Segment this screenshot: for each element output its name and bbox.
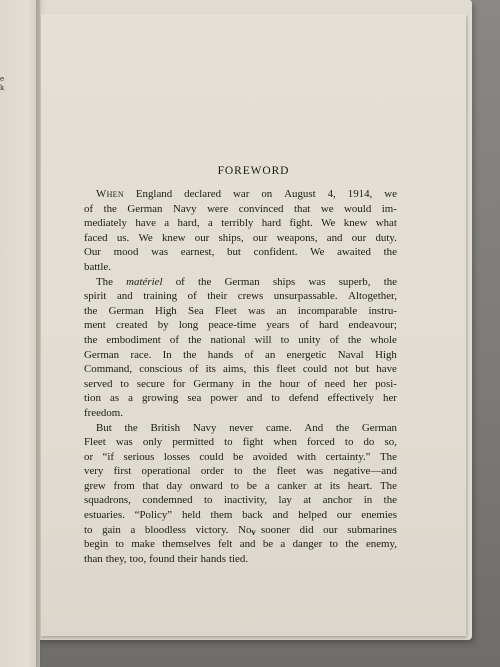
word: certainty.” (325, 450, 371, 463)
word: The (380, 479, 397, 492)
text-line (84, 450, 397, 465)
word: first (113, 465, 132, 478)
word: of (299, 319, 309, 332)
word: danger (292, 538, 323, 551)
word: found (149, 552, 175, 565)
word: declared (184, 188, 222, 200)
word: as (110, 392, 120, 405)
word: sooner (261, 523, 291, 536)
text-line (84, 421, 397, 436)
word: to (344, 436, 354, 449)
word: hands (200, 552, 226, 565)
word: weapons, (276, 231, 318, 244)
word: incomparable (297, 304, 358, 317)
word: have (135, 217, 156, 230)
word: Altogether, (348, 290, 397, 303)
word: earnest, (180, 246, 215, 259)
word: crews (237, 290, 264, 303)
word: and (116, 290, 133, 303)
word: Germany (193, 377, 234, 390)
word: defend (288, 392, 319, 405)
text-line (84, 537, 397, 552)
text-line (84, 187, 397, 202)
word: inactivity, (223, 494, 268, 507)
word: or (84, 450, 94, 463)
word: the (383, 275, 397, 288)
text-line (84, 493, 397, 508)
word: hands (207, 348, 234, 361)
word: British (150, 421, 181, 434)
word: fight. (289, 217, 313, 230)
word: battle. (84, 260, 111, 273)
word: condemned (142, 494, 193, 507)
word: hard (318, 319, 339, 332)
word: years (266, 319, 290, 332)
word: negative—and (333, 465, 397, 478)
word: we (320, 202, 334, 215)
word: could (199, 450, 224, 463)
word: mood (113, 246, 139, 259)
text-line (84, 202, 397, 217)
text-line (84, 508, 397, 523)
word: fleet (276, 363, 296, 376)
word: to (224, 436, 233, 449)
text-line (84, 318, 397, 333)
text-line (84, 231, 397, 246)
word: a (128, 392, 133, 405)
word: superb, (338, 275, 371, 288)
word: 4, (327, 188, 336, 200)
word: the (198, 275, 212, 288)
word: canker (277, 479, 307, 492)
word: back (242, 509, 263, 522)
text-line (84, 552, 397, 567)
word: served (84, 377, 113, 390)
word: losses (163, 450, 190, 463)
word: of (244, 348, 254, 361)
text-line (84, 275, 397, 290)
word: helped (298, 509, 328, 522)
word: their (207, 290, 228, 303)
word: make (131, 538, 155, 551)
word: need (324, 377, 346, 390)
word: the (383, 246, 397, 259)
word: war (233, 188, 250, 200)
word: spirit (84, 290, 107, 303)
page-number: v (251, 527, 256, 537)
word: the (84, 304, 98, 317)
word: hour (279, 377, 300, 390)
word: the (258, 377, 272, 390)
word: We (321, 217, 336, 230)
word: power (210, 392, 238, 405)
word: German (361, 421, 397, 434)
word: a (130, 523, 136, 536)
word: Sea (188, 304, 204, 317)
word: ment (84, 319, 106, 332)
word: onward (190, 479, 223, 492)
paragraph (84, 275, 397, 421)
word: duty. (375, 231, 397, 244)
word: its (329, 479, 341, 492)
word: our (336, 509, 352, 522)
word: hard, (177, 217, 200, 230)
text-line (84, 245, 397, 260)
word: and (239, 538, 256, 551)
word: of (189, 363, 199, 376)
word: at (314, 479, 322, 492)
word: could (302, 363, 328, 376)
word: to (204, 494, 213, 507)
word: a (164, 217, 170, 230)
word: from (113, 479, 135, 492)
word: secure (136, 377, 165, 390)
word: will (254, 333, 272, 346)
left-page (0, 0, 40, 667)
word: our (252, 231, 268, 244)
word: them (210, 509, 233, 522)
text-line (84, 216, 397, 231)
word: forced (307, 436, 335, 449)
word: but (355, 363, 370, 376)
word: an (276, 304, 287, 317)
word: us. (116, 231, 130, 244)
word: fleet (276, 465, 296, 478)
page-title: FOREWORD (217, 165, 290, 177)
word: national (210, 333, 246, 346)
word: High (154, 304, 177, 317)
word: in (363, 494, 373, 507)
word: sea (187, 392, 202, 405)
word: have (376, 363, 397, 376)
word: peace-time (208, 319, 257, 332)
word: The (379, 450, 397, 463)
word: held (181, 509, 201, 522)
word: awaited (337, 246, 371, 259)
word: the (103, 202, 117, 215)
word: whole (370, 333, 397, 346)
paragraph (84, 187, 397, 275)
word: But (96, 421, 112, 434)
word: embodiment (106, 333, 161, 346)
text-line (84, 406, 397, 421)
word: of (187, 290, 197, 303)
word: was (115, 436, 133, 449)
text-line (84, 260, 397, 275)
word: When (96, 188, 124, 200)
word: tion (84, 392, 101, 405)
text-line (84, 479, 397, 494)
text-line (84, 435, 397, 450)
word: on (261, 188, 273, 200)
word: came. (266, 421, 292, 434)
word: to (120, 377, 129, 390)
word: her (383, 392, 397, 405)
word: for (172, 377, 186, 390)
word: long (178, 319, 199, 332)
word: Fleet (215, 304, 237, 317)
word: that (294, 202, 311, 215)
word: Naval (337, 348, 364, 361)
word: German (127, 202, 163, 215)
word: permitted (172, 436, 215, 449)
text-line (84, 304, 397, 319)
word: to (115, 538, 124, 551)
word: mediately (84, 217, 127, 230)
word: never (229, 421, 254, 434)
word: matériel (126, 275, 163, 288)
word: felt (217, 538, 233, 551)
word: were (207, 202, 229, 215)
word: the (347, 333, 362, 346)
left-page-glyph: e (0, 75, 5, 83)
word: a (208, 217, 213, 230)
word: was (151, 246, 169, 259)
word: instru- (368, 304, 397, 317)
word: aims, (223, 363, 247, 376)
word: energetic (286, 348, 327, 361)
word: was (306, 465, 324, 478)
word: squadrons, (84, 494, 131, 507)
word: too, (129, 552, 147, 565)
word: the (188, 333, 202, 346)
word: and (326, 231, 343, 244)
word: knew (343, 217, 368, 230)
word: our (194, 231, 210, 244)
word: be (246, 479, 257, 492)
word: German (84, 348, 120, 361)
text-line (84, 464, 397, 479)
word: serious (123, 450, 155, 463)
word: to (234, 465, 243, 478)
word: We (310, 246, 325, 259)
word: an (264, 348, 276, 361)
word: what (375, 217, 397, 230)
word: race. (130, 348, 152, 361)
word: estuaries. (84, 509, 125, 522)
word: but (227, 246, 241, 259)
word: would (344, 202, 372, 215)
word: fight (242, 436, 264, 449)
word: Command, (84, 363, 133, 376)
word: effectively (327, 392, 374, 405)
word: was (308, 275, 326, 288)
word: submarines (347, 523, 397, 536)
word: they, (105, 552, 127, 565)
word: convinced (238, 202, 284, 215)
word: grew (84, 479, 106, 492)
word: her (353, 377, 368, 390)
word: be (262, 538, 274, 551)
word: of (175, 275, 185, 288)
text-line (84, 289, 397, 304)
word: the (183, 348, 197, 361)
word: the (345, 538, 359, 551)
word: our (351, 231, 367, 244)
word: order (200, 465, 224, 478)
word: “Policy” (134, 509, 173, 522)
word: to (84, 523, 93, 536)
word: No (238, 523, 252, 536)
word: 1914, (347, 188, 373, 200)
word: unsurpassable. (273, 290, 338, 303)
text-line (84, 348, 397, 363)
paragraph (84, 421, 397, 567)
word: tied. (228, 552, 249, 565)
word: be (233, 450, 244, 463)
word: of (84, 202, 94, 215)
word: conscious (139, 363, 183, 376)
word: unity (298, 333, 321, 346)
word: posi- (375, 377, 397, 390)
word: “if (102, 450, 115, 463)
word: only (142, 436, 163, 449)
word: gain (102, 523, 121, 536)
word: confident. (253, 246, 298, 259)
word: operational (141, 465, 191, 478)
text-line (84, 362, 397, 377)
word: Navy (192, 421, 217, 434)
word: themselves (162, 538, 211, 551)
word: German (224, 275, 260, 288)
word: the (383, 494, 397, 507)
word: Fleet (84, 436, 106, 449)
word: a (280, 538, 286, 551)
word: was (248, 304, 266, 317)
word: the (335, 421, 350, 434)
word: did (299, 523, 314, 536)
right-page (41, 14, 466, 636)
word: created (116, 319, 148, 332)
word: im- (381, 202, 397, 215)
word: victory. (195, 523, 229, 536)
word: bloodless (144, 523, 187, 536)
word: freedom. (84, 406, 124, 419)
word: anchor (322, 494, 353, 507)
word: not (334, 363, 349, 376)
word: the (84, 333, 98, 346)
text-line (84, 333, 397, 348)
word: so, (384, 436, 397, 449)
word: knew (161, 231, 186, 244)
word: do (363, 436, 375, 449)
word: to (230, 479, 239, 492)
word: day (166, 479, 183, 492)
word: England (135, 188, 173, 200)
word: when (273, 436, 297, 449)
word: terribly (221, 217, 254, 230)
word: hard (261, 217, 282, 230)
word: of (329, 333, 339, 346)
word: growing (142, 392, 179, 405)
word: We (138, 231, 153, 244)
word: to (329, 538, 338, 551)
word: heart. (347, 479, 373, 492)
word: faced (84, 231, 108, 244)
body-text (84, 187, 397, 566)
word: the (124, 421, 138, 434)
word: enemy, (365, 538, 397, 551)
word: High (375, 348, 397, 361)
word: avoided (252, 450, 288, 463)
word: German (108, 304, 144, 317)
word: begin (84, 538, 109, 551)
word: in (241, 377, 251, 390)
word: of (169, 333, 179, 346)
word: enemies (361, 509, 397, 522)
word: we (384, 188, 397, 200)
word: to (271, 392, 280, 405)
word: Navy (172, 202, 197, 215)
word: that (142, 479, 159, 492)
word: our (323, 523, 338, 536)
word: this (253, 363, 270, 376)
text-line (84, 377, 397, 392)
word: Our (84, 246, 101, 259)
word: The (96, 275, 113, 288)
word: their (177, 552, 198, 565)
word: lay (278, 494, 292, 507)
word: and (272, 509, 289, 522)
word: than (84, 552, 103, 565)
word: and (246, 392, 263, 405)
word: In (162, 348, 172, 361)
word: And (304, 421, 324, 434)
left-page-glyph: k (0, 84, 5, 92)
word: training (143, 290, 178, 303)
word: its (205, 363, 216, 376)
word: very (84, 465, 104, 478)
word: with (296, 450, 317, 463)
word: the (252, 465, 267, 478)
word: endeavour; (348, 319, 397, 332)
word: a (264, 479, 270, 492)
text-line (84, 391, 397, 406)
word: ships (272, 275, 296, 288)
word: of (307, 377, 317, 390)
word: August (284, 188, 316, 200)
word: by (157, 319, 169, 332)
word: ships, (218, 231, 244, 244)
word: at (303, 494, 312, 507)
word: to (280, 333, 290, 346)
